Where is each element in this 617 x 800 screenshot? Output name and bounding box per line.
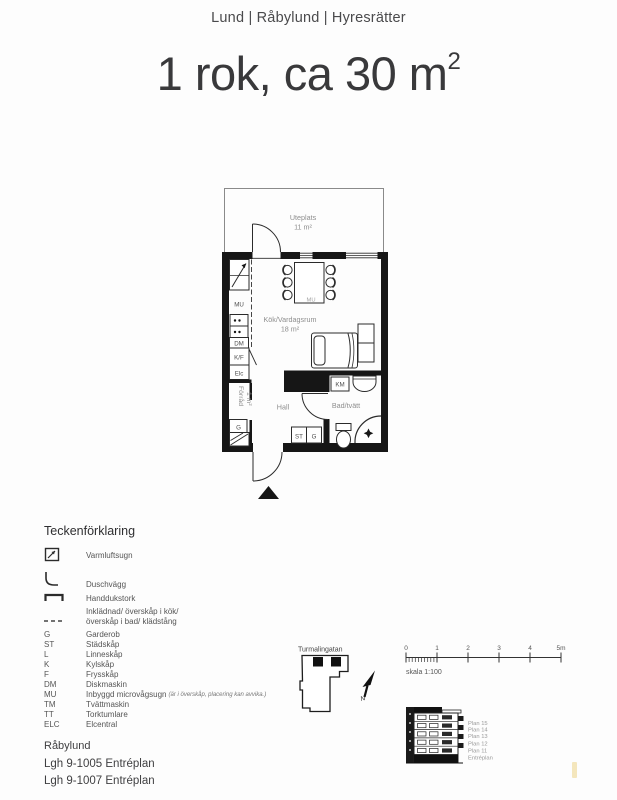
floor-label: Plan 12: [468, 741, 488, 748]
floor-label: Plan 15: [468, 721, 488, 727]
apartment-line-1: Lgh 9-1005 Entréplan: [44, 758, 155, 770]
legend-key: MU: [44, 690, 57, 699]
legend-item: [44, 607, 304, 617]
tag-st: ST: [295, 433, 303, 441]
bathroom: [331, 376, 381, 448]
page-title-text: 1 rok, ca 30 m: [156, 47, 448, 100]
legend-key: K: [44, 660, 50, 669]
floor-label: Plan 13: [468, 734, 488, 740]
terrace-label: Uteplats: [289, 213, 317, 222]
legend-item: [44, 660, 304, 670]
shower-wall: [355, 416, 381, 443]
legend-note: (är i överskåp, placering kan avvika.): [168, 692, 267, 698]
north-label: N: [359, 694, 367, 703]
breadcrumb: Lund | Råbylund | Hyresrätter: [211, 10, 406, 26]
storage-area: 1 m²: [245, 392, 252, 406]
apartment-marker: [313, 657, 323, 667]
apartment-line-2: Lgh 9-1007 Entréplan: [44, 775, 155, 787]
washbasin: [353, 376, 376, 392]
floor-label: Entréplan: [468, 755, 493, 762]
legend-key: TT: [44, 710, 54, 719]
legend-section: [44, 524, 304, 730]
legend-label: Diskmaskin: [86, 680, 127, 689]
bath-left-wall: [324, 419, 330, 447]
legend-key: G: [44, 630, 51, 639]
living-label: Kök/Vardagsrum: [263, 315, 317, 324]
legend-title: Teckenförklaring: [44, 524, 136, 538]
legend-item: [44, 547, 304, 565]
apartment-marker: [331, 657, 341, 667]
hall-label: Hall: [276, 402, 290, 412]
legend-label: Garderob: [86, 630, 120, 639]
floor-plan: [195, 182, 425, 505]
terrace-door: [253, 224, 281, 252]
entrance-door: [253, 452, 282, 481]
scale-tick: 0: [404, 645, 408, 652]
site-plan: [288, 640, 392, 718]
legend-label: Elcentral: [86, 720, 118, 729]
kitchen-counter: [230, 260, 257, 380]
tag-km: KM: [335, 381, 345, 389]
bath-top-wall: [330, 371, 382, 376]
legend-key: L: [44, 650, 49, 659]
scale-tick: 1: [435, 645, 439, 652]
bed: [312, 324, 375, 368]
highlight-mark: [572, 762, 577, 778]
legend-item: [44, 720, 304, 730]
building-elevation: [400, 700, 510, 772]
interior-wall-block: [284, 371, 330, 393]
scale-label: skala 1:100: [406, 669, 442, 676]
bath-label: Bad/tvätt: [331, 401, 361, 410]
legend-item: [44, 680, 304, 690]
floor-label: Plan 14: [468, 727, 488, 734]
shower-symbol: [364, 429, 374, 439]
scale-tick: 3: [497, 645, 501, 652]
legend-key: ELC: [44, 720, 60, 729]
legend-item: [44, 617, 304, 627]
legend-label: Kylskåp: [86, 660, 115, 669]
legend-label: överskåp i bad/ klädstång: [86, 617, 177, 626]
entrance-marker: [258, 486, 279, 499]
tag-g-hall: G: [311, 433, 317, 441]
terrace-area: 11 m²: [294, 222, 312, 232]
towel-rail-icon: [44, 592, 86, 605]
living-area: 18 m²: [280, 324, 300, 334]
legend-item: [44, 690, 304, 700]
fan-oven-icon: [44, 547, 86, 565]
legend-item: [44, 571, 304, 590]
legend-label: Torktumlare: [86, 710, 128, 719]
legend-label: Varmluftsugn: [86, 551, 133, 560]
street-label: Turmalingatan: [298, 646, 343, 654]
legend-key: ST: [44, 640, 55, 649]
north-arrow-icon: [360, 671, 375, 703]
legend-label: Handdukstork: [86, 593, 136, 603]
page-title-superscript: 2: [447, 48, 461, 76]
legend-item: [44, 650, 304, 660]
legend-item: [44, 640, 304, 650]
tag-dm: DM: [234, 340, 244, 348]
legend-item: [44, 700, 304, 710]
legend-item: [44, 630, 304, 640]
legend-label: Frysskåp: [86, 670, 119, 679]
shower-wall-icon: [44, 571, 86, 590]
legend-item: [44, 592, 304, 605]
legend-item: [44, 710, 304, 720]
shoe-bench: [230, 433, 250, 447]
toilet: [336, 424, 351, 449]
legend-label: Linneskåp: [86, 650, 123, 659]
floor-label: Plan 11: [468, 748, 488, 755]
legend-label: Inbyggd microvågsugn: [86, 690, 167, 699]
legend-label: Inklädnad/ överskåp i kök/: [86, 607, 179, 616]
storage-label: Förråd: [237, 386, 244, 407]
legend-key: DM: [44, 680, 57, 689]
scale-tick: 4: [528, 645, 532, 652]
dashed-line-icon: [44, 617, 86, 627]
legend-key: TM: [44, 700, 56, 709]
elevation-drawing: [406, 707, 464, 763]
scale-tick: 2: [466, 645, 470, 652]
tag-g-storage: G: [236, 424, 241, 432]
scale-tick: 5m: [556, 645, 566, 652]
project-name: Råbylund: [44, 740, 91, 752]
page-title: [0, 46, 617, 101]
tag-kf: K/F: [234, 354, 244, 362]
legend-key: F: [44, 670, 49, 679]
legend-label: Tvättmaskin: [86, 700, 130, 709]
scale-bar: [400, 638, 575, 680]
scale-ruler: [406, 653, 561, 663]
legend-item: [44, 670, 304, 680]
tag-mu-kitchen: MU: [234, 301, 244, 309]
tag-mu-table: MU: [306, 297, 316, 304]
terrace: [225, 189, 384, 253]
tag-elc: Elc: [234, 370, 244, 378]
bath-door: [302, 394, 328, 420]
legend-label: Duschvägg: [86, 580, 127, 589]
legend-label: Städskåp: [86, 640, 120, 649]
storage-room: [229, 380, 252, 447]
